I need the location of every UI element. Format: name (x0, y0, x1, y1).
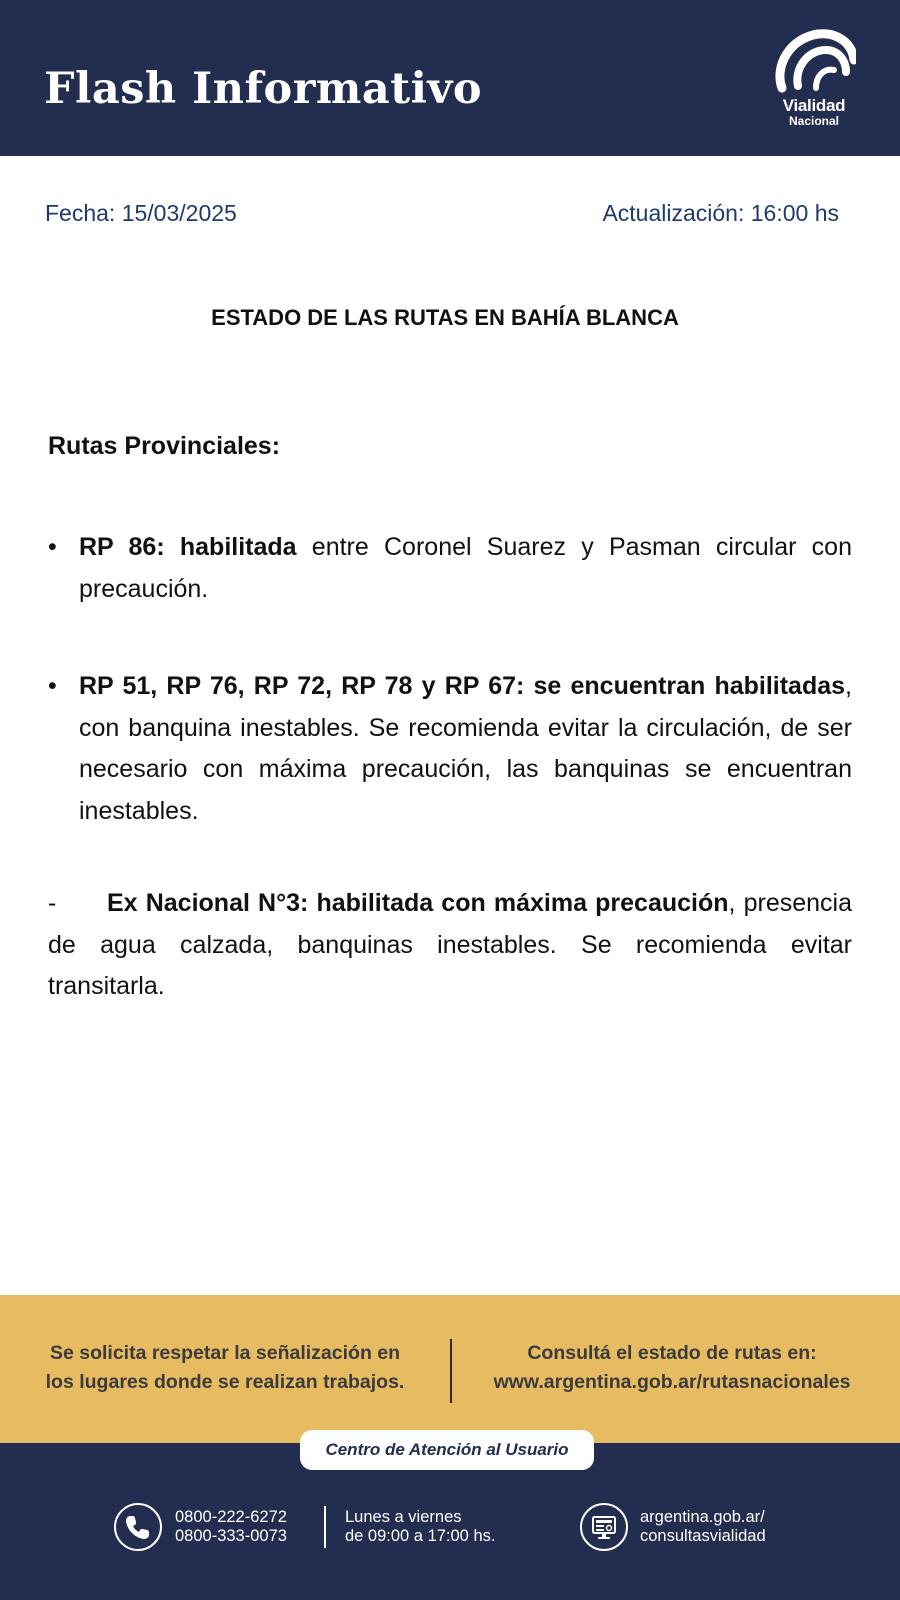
web-contact-line2[interactable]: consultasvialidad (640, 1527, 766, 1545)
routes-status-url[interactable]: www.argentina.gob.ar/rutasnacionales (493, 1371, 851, 1393)
route-item-detail: , con banquina inestables. Se recomienda evitar la circulación, de ser necesario con máxima precaución, las banquinas se encuentran inestables. (79, 672, 852, 825)
routes-status-link (466, 1339, 878, 1397)
route-item-status: RP 86: habilitada (79, 533, 297, 561)
phone-number-1[interactable]: 0800-222-6272 (175, 1508, 287, 1526)
report-date: Fecha: 15/03/2025 (45, 200, 237, 226)
bullet-icon: • (48, 533, 57, 561)
phone-icon (114, 1503, 162, 1551)
web-contact-line1[interactable]: argentina.gob.ar/ (640, 1508, 765, 1526)
route-item-status: Ex Nacional N°3: habilitada con máxima precaución (107, 889, 729, 917)
route-item-text (79, 527, 852, 610)
web-contact[interactable] (640, 1508, 766, 1546)
route-item-detail: entre Coronel Suarez y Pasman circular con precaución. (79, 533, 852, 603)
office-hours (345, 1508, 495, 1546)
route-item-ex-nacional-3 (48, 883, 852, 1008)
logo-text-vialidad: Vialidad (782, 96, 846, 115)
vialidad-logo-icon (772, 26, 856, 96)
logo-text-nacional: Nacional (788, 114, 839, 128)
notice-band (0, 1295, 900, 1443)
route-item-text (79, 666, 852, 832)
phone-number-2[interactable]: 0800-333-0073 (175, 1527, 287, 1545)
update-time: Actualización: 16:00 hs (602, 200, 839, 226)
dash-marker: - (48, 889, 57, 917)
header-bar (0, 0, 900, 156)
signage-notice (20, 1339, 430, 1397)
bullet-icon: • (48, 672, 57, 700)
route-item-status: RP 51, RP 76, RP 72, RP 78 y RP 67: se encuentran habilitadas (79, 672, 846, 700)
computer-icon (580, 1503, 628, 1551)
route-item-rp86 (48, 527, 852, 610)
customer-service-badge: Centro de Atención al Usuario (300, 1430, 594, 1470)
signage-notice-line2: los lugares donde se realizan trabajos. (45, 1371, 405, 1393)
page-title: Flash Informativo (44, 64, 483, 114)
routes-status-label: Consultá el estado de rutas en: (527, 1342, 817, 1364)
vialidad-logo (766, 26, 862, 130)
section-title: Rutas Provinciales: (48, 432, 281, 460)
office-hours-time: de 09:00 a 17:00 hs. (345, 1527, 496, 1545)
route-item-rp-group (48, 666, 852, 832)
footer-divider (324, 1506, 326, 1548)
phone-numbers (175, 1508, 287, 1546)
signage-notice-line1: Se solicita respetar la señalización en (49, 1342, 401, 1364)
office-hours-days: Lunes a viernes (345, 1508, 462, 1526)
notice-divider (450, 1339, 452, 1403)
report-heading: ESTADO DE LAS RUTAS EN BAHÍA BLANCA (211, 305, 679, 330)
route-item-detail: , presencia de agua calzada, banquinas inestables. Se recomienda evitar transitarla. (48, 889, 852, 1000)
